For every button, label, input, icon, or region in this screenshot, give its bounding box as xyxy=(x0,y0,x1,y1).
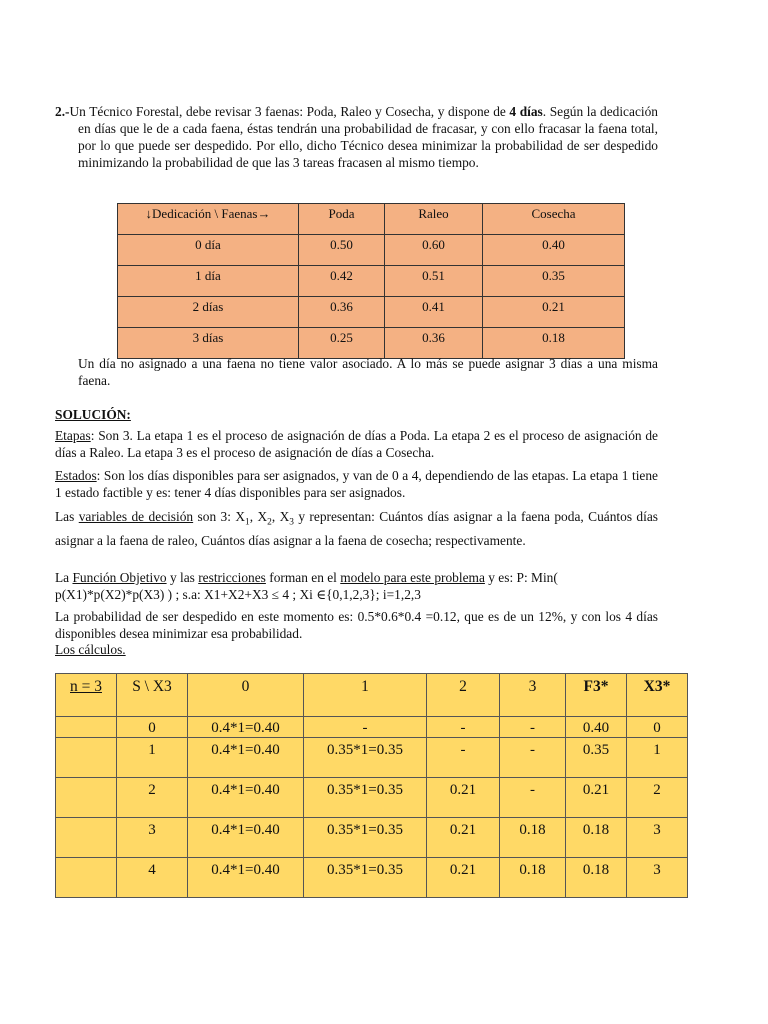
table-cell xyxy=(56,858,117,898)
table-cell: 3 días xyxy=(118,328,299,359)
objective-label: Función Objetivo xyxy=(72,570,167,585)
note-paragraph: Un día no asignado a una faena no tiene valor asociado. A lo más se puede asignar 3 días a una misma faena. xyxy=(78,356,658,388)
table-cell: 0.35*1=0.35 xyxy=(304,818,427,858)
problem-intro: Un Técnico Forestal, debe revisar 3 faenas: Poda, Raleo y Cosecha, y dispone de xyxy=(69,104,510,119)
table-cell: 0.4*1=0.40 xyxy=(188,858,304,898)
table-cell: 3 xyxy=(117,818,188,858)
table-cell: 2 xyxy=(627,778,688,818)
problem-number: 2.- xyxy=(55,104,70,119)
table-cell: 0.60 xyxy=(385,235,483,266)
calculations-label: Los cálculos. xyxy=(55,642,126,657)
table-cell: 0.21 xyxy=(427,858,500,898)
table-cell: - xyxy=(500,717,566,738)
table-cell: 0.18 xyxy=(500,858,566,898)
table-cell: 0.51 xyxy=(385,266,483,297)
problem-rest: . Según la dedicación en días que le de a cada faena, éstas tendrán una probabilidad de fracasar, y con ello fracasar la faena total, por lo que puede ser despedido. Por ello, dicho Técnico desea minimizar la probabilidad de ser despedido minimizando la probabilidad de que las 3 tareas fracasen al mismo tiempo. xyxy=(78,104,658,170)
table-row xyxy=(56,818,688,858)
restrictions-label: restricciones xyxy=(198,570,266,585)
table-cell: 0.25 xyxy=(299,328,385,359)
estados-label: Estados xyxy=(55,468,97,483)
table-cell: 0.36 xyxy=(299,297,385,328)
problem-statement xyxy=(55,103,658,171)
table-cell: 3 xyxy=(627,858,688,898)
table-cell: 0.35*1=0.35 xyxy=(304,778,427,818)
model-formula: p(X1)*p(X2)*p(X3) ) ; s.a: X1+X2+X3 ≤ 4 ; Xi ∈{0,1,2,3}; i=1,2,3 xyxy=(55,587,421,602)
table-row xyxy=(56,858,688,898)
table-header-cell: 0 xyxy=(188,674,304,717)
table-cell: 1 xyxy=(117,738,188,778)
table-cell: - xyxy=(304,717,427,738)
table-header-cell: F3* xyxy=(566,674,627,717)
table-cell: 0.4*1=0.40 xyxy=(188,738,304,778)
table-cell: 2 días xyxy=(118,297,299,328)
table-cell: 0.21 xyxy=(483,297,625,328)
table-cell: 0 xyxy=(627,717,688,738)
model-label: modelo para este problema xyxy=(340,570,485,585)
table-cell: - xyxy=(500,778,566,818)
table-cell: 0.41 xyxy=(385,297,483,328)
table-row xyxy=(56,778,688,818)
table-cell: 1 día xyxy=(118,266,299,297)
table-cell: 0.40 xyxy=(566,717,627,738)
table-header-cell: Cosecha xyxy=(483,204,625,235)
table-cell: 0.18 xyxy=(566,858,627,898)
table-cell: 0.35*1=0.35 xyxy=(304,858,427,898)
table-cell: 2 xyxy=(117,778,188,818)
table-header-cell: X3* xyxy=(627,674,688,717)
table-cell: 0.40 xyxy=(483,235,625,266)
probability-table xyxy=(117,203,625,359)
table-cell: 0.18 xyxy=(483,328,625,359)
table-header-row xyxy=(56,674,688,717)
probability-paragraph: La probabilidad de ser despedido en este momento es: 0.5*0.6*0.4 =0.12, que es de un 12%, y con los 4 días disponibles desea minimizar esa probabilidad. xyxy=(55,609,658,641)
table-row xyxy=(118,266,625,297)
table-row xyxy=(56,738,688,778)
variables-paragraph: Las variables de decisión son 3: $X_1$, $X_2$, $X_3$ y representan: Cuántos días asignar a la faena poda, Cuántos días asignar a la faena de raleo, Cuántos días asignar a la faena de cosecha; respectivamente. xyxy=(55,509,659,548)
table-cell: 4 xyxy=(117,858,188,898)
table-header-cell: 2 xyxy=(427,674,500,717)
table-cell: 0.4*1=0.40 xyxy=(188,717,304,738)
table-cell xyxy=(56,717,117,738)
table-cell: - xyxy=(500,738,566,778)
table-cell: 0.50 xyxy=(299,235,385,266)
table-header-row xyxy=(118,204,625,235)
table-row xyxy=(118,297,625,328)
problem-days: 4 días xyxy=(509,104,543,119)
table-cell: 0 día xyxy=(118,235,299,266)
table-cell: 0.21 xyxy=(427,818,500,858)
table-row xyxy=(118,235,625,266)
table-cell: 0.18 xyxy=(566,818,627,858)
table-cell: 0.21 xyxy=(566,778,627,818)
table-cell: 0.4*1=0.40 xyxy=(188,818,304,858)
table-cell: 3 xyxy=(627,818,688,858)
table-cell: 0.42 xyxy=(299,266,385,297)
table-cell: - xyxy=(427,738,500,778)
table-header-cell: n = 3 xyxy=(56,674,117,717)
table-cell: 0.21 xyxy=(427,778,500,818)
objective-paragraph: La Función Objetivo y las restricciones forman en el modelo para este problema y es: P: Min( p(X1)*p(X2)*p(X3) ) ; s.a: X1+X2+X3 ≤ 4 ; Xi ∈{0,1,2,3}; i=1,2,3 xyxy=(55,570,558,602)
table-header-cell: 3 xyxy=(500,674,566,717)
table-cell: 0.35*1=0.35 xyxy=(304,738,427,778)
table-cell: 0.35 xyxy=(566,738,627,778)
table-cell xyxy=(56,778,117,818)
table-cell: 0.4*1=0.40 xyxy=(188,778,304,818)
stage-3-table xyxy=(55,673,688,898)
table-cell: 0.18 xyxy=(500,818,566,858)
table-cell xyxy=(56,738,117,778)
table-cell: 1 xyxy=(627,738,688,778)
solution-heading: SOLUCIÓN: xyxy=(55,407,131,422)
table-cell: 0.36 xyxy=(385,328,483,359)
table-header-cell: ↓Dedicación \ Faenas→ xyxy=(118,204,299,235)
table-cell: 0.35 xyxy=(483,266,625,297)
table-header-cell: Raleo xyxy=(385,204,483,235)
table-header-cell: Poda xyxy=(299,204,385,235)
table-row xyxy=(118,328,625,359)
table-cell: 0 xyxy=(117,717,188,738)
table-cell: - xyxy=(427,717,500,738)
table-header-cell: S \ X3 xyxy=(117,674,188,717)
table-row xyxy=(56,717,688,738)
table-cell xyxy=(56,818,117,858)
etapas-label: Etapas xyxy=(55,428,91,443)
variables-label: variables de decisión xyxy=(78,509,194,524)
etapas-paragraph: Etapas: Son 3. La etapa 1 es el proceso de asignación de días a Poda. La etapa 2 es el proceso de asignación de días a Raleo. La etapa 3 es el proceso de asignación de días a Cosecha. xyxy=(55,428,658,460)
estados-paragraph: Estados: Son los días disponibles para ser asignados, y van de 0 a 4, dependiendo de las etapas. La etapa 1 tiene 1 estado factible y es: tener 4 días disponibles para ser asignados. xyxy=(55,468,658,500)
table-header-cell: 1 xyxy=(304,674,427,717)
